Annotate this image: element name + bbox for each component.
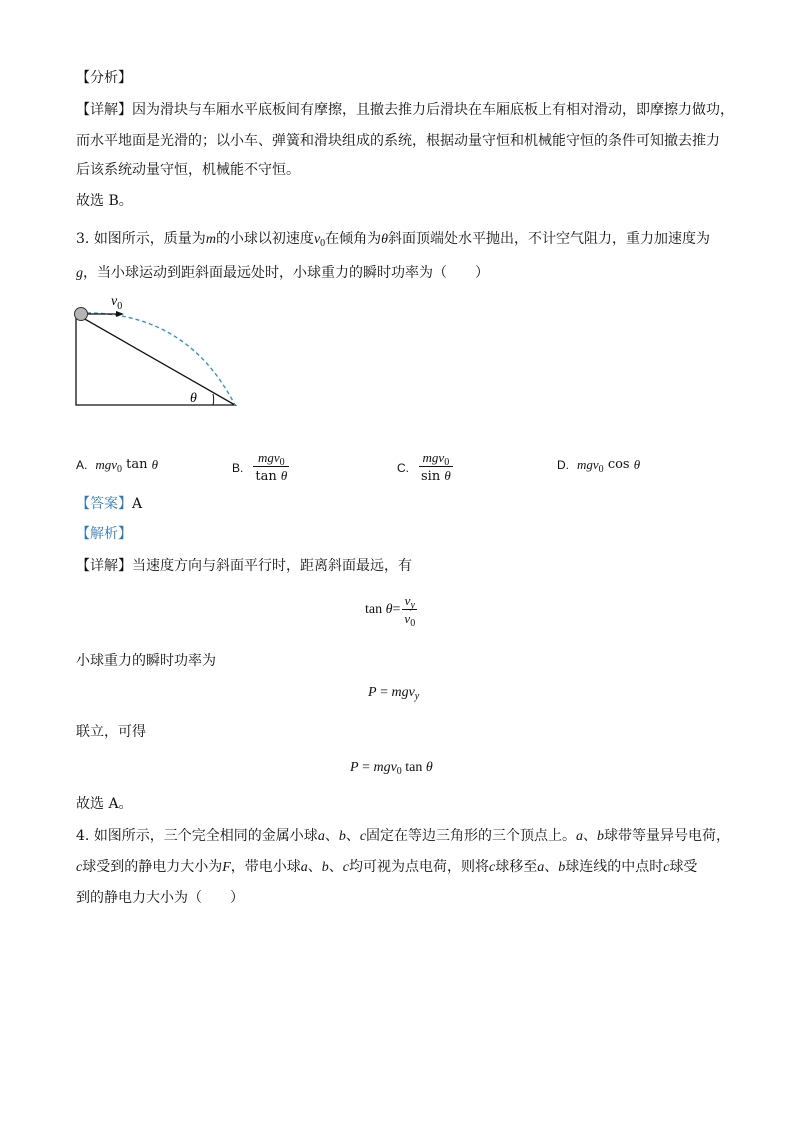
option-c: C. $\frac{mgv_0}{\text{sin θ}}$ bbox=[397, 450, 451, 484]
equation-result: P = mgv$_0$ tan θ bbox=[350, 760, 433, 777]
q4-stem-line-3: 到的静电力大小为（ ） bbox=[76, 890, 244, 906]
q3-choice: 故选 A。 bbox=[76, 796, 133, 812]
q2-detail-line-3: 后该系统动量守恒，机械能不守恒。 bbox=[76, 162, 300, 178]
v0-label: $v_0$ bbox=[111, 294, 123, 312]
theta-label: θ bbox=[190, 391, 197, 406]
q3-detail: 【详解】当速度方向与斜面平行时，距离斜面最远，有 bbox=[76, 558, 412, 574]
option-d: D. mgv$_0$ cos θ bbox=[557, 457, 641, 475]
equation-tan-theta: tan θ = $\frac{v_y}{v_0}$ bbox=[365, 593, 416, 629]
q3-analysis-heading: 【解析】 bbox=[76, 526, 132, 542]
option-b: B. $\frac{mgv_0}{\text{tan θ}}$ bbox=[232, 450, 288, 484]
equation-power: P = mgv$_y$ bbox=[368, 685, 420, 702]
q3-power-text: 小球重力的瞬时功率为 bbox=[76, 653, 216, 669]
q2-detail-line-1: 【详解】因为滑块与车厢水平底板间有摩擦，且撤去推力后滑块在车厢底板上有相对滑动，即摩擦力做功， bbox=[76, 102, 734, 118]
q4-stem-line-1: 4. 如图所示，三个完全相同的金属小球a、b、c固定在等边三角形的三个顶点上。a、b球带等量异号电荷， bbox=[76, 828, 731, 844]
incline-triangle bbox=[76, 314, 235, 405]
option-a: A. mgv$_0$ tan θ bbox=[76, 457, 159, 475]
q2-detail-line-2: 而水平地面是光滑的；以小车、弹簧和滑块组成的系统，根据动量守恒和机械能守恒的条件可知撤去推力 bbox=[76, 133, 720, 149]
angle-arc bbox=[213, 394, 214, 405]
q3-answer: 【答案】A bbox=[76, 496, 143, 512]
q2-choice: 故选 B。 bbox=[76, 193, 133, 209]
ball bbox=[75, 308, 88, 321]
q4-stem-line-2: c球受到的静电力大小为F，带电小球a、b、c均可视为点电荷，则将c球移至a、b球连线的中点时c球受 bbox=[76, 859, 698, 875]
analysis-heading: 【分析】 bbox=[76, 70, 132, 86]
q3-stem-line-2: g，当小球运动到距斜面最远处时，小球重力的瞬时功率为（ ） bbox=[76, 265, 489, 281]
projectile-incline-figure bbox=[66, 290, 246, 415]
q3-stem-line-1: 3. 如图所示，质量为m的小球以初速度$v_0$在倾角为θ斜面顶端处水平抛出，不计空气阻力，重力加速度为 bbox=[76, 231, 711, 249]
q3-combine-text: 联立，可得 bbox=[76, 724, 146, 740]
